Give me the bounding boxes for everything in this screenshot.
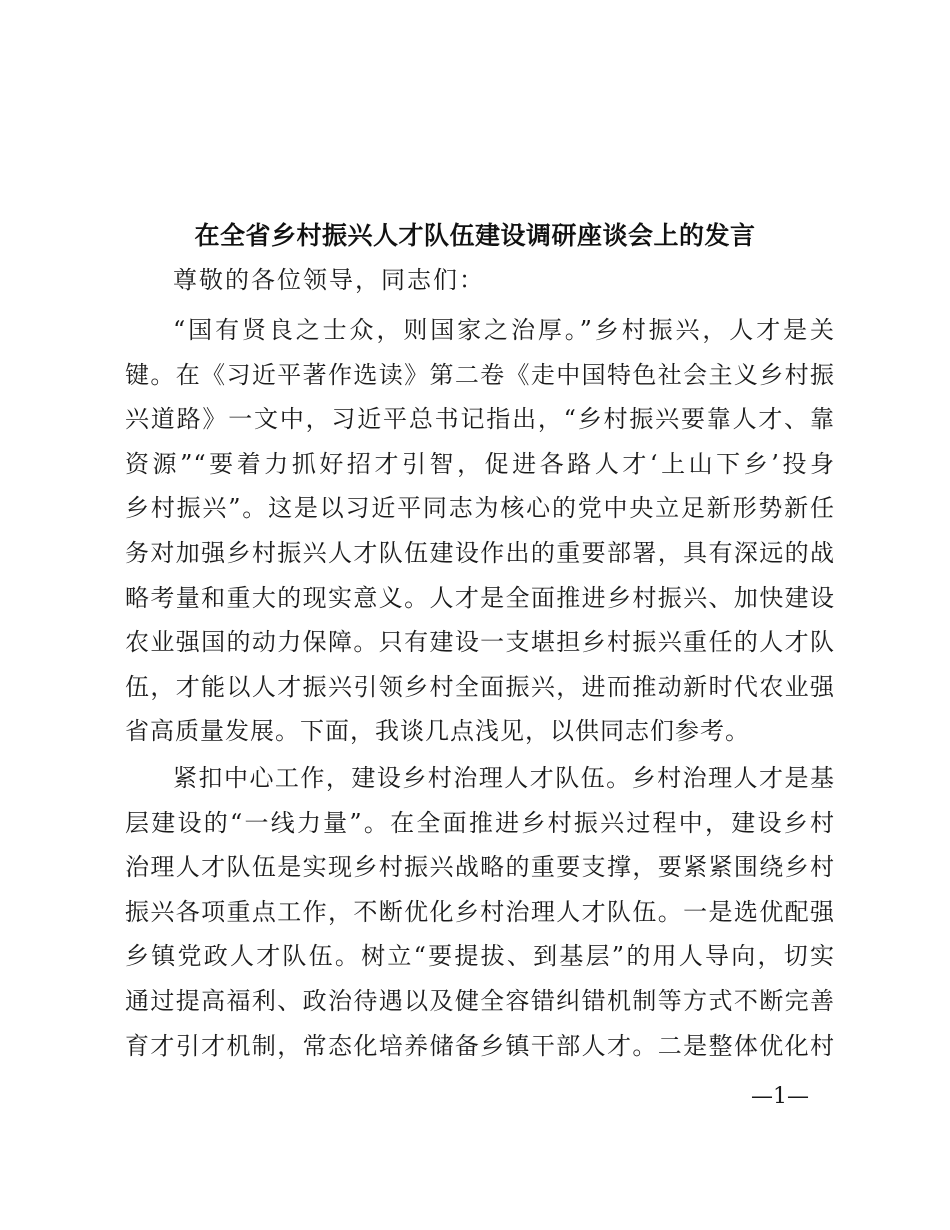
- paragraph-2: [125, 756, 835, 1068]
- paragraph-line: “国有贤良之士众，则国家之治厚。”乡村振兴，人才是关: [173, 316, 835, 344]
- paragraph-line: 振兴各项重点工作，不断优化乡村治理人才队伍。一是选优配强: [125, 897, 835, 926]
- paragraph-line: 略考量和重大的现实意义。人才是全面推进乡村振兴、加快建设: [125, 583, 835, 612]
- paragraph-line: 农业强国的动力保障。只有建设一支堪担乡村振兴重任的人才队: [125, 628, 835, 657]
- paragraph-line: 务对加强乡村振兴人才队伍建设作出的重要部署，具有深远的战: [125, 538, 835, 567]
- document-title: 在全省乡村振兴人才队伍建设调研座谈会上的发言: [194, 221, 756, 250]
- paragraph-line: 治理人才队伍是实现乡村振兴战略的重要支撑，要紧紧围绕乡村: [125, 853, 835, 882]
- paragraph-line: 紧扣中心工作，建设乡村治理人才队伍。乡村治理人才是基: [173, 764, 835, 792]
- paragraph-line: 伍，才能以人才振兴引领乡村全面振兴，进而推动新时代农业强: [125, 672, 835, 701]
- paragraph-line: 乡镇党政人才队伍。树立“要提拔、到基层”的用人导向，切实: [125, 942, 835, 971]
- greeting-line: 尊敬的各位领导，同志们：: [173, 266, 485, 294]
- paragraph-line: 省高质量发展。下面，我谈几点浅见，以供同志们参考。: [125, 717, 750, 746]
- paragraph-1: [125, 308, 835, 754]
- paragraph-line: 层建设的“一线力量”。在全面推进乡村振兴过程中，建设乡村: [125, 808, 835, 837]
- paragraph-line: 资源”“要着力抓好招才引智，促进各路人才‘上山下乡’投身: [125, 449, 835, 478]
- paragraph-line: 键。在《习近平著作选读》第二卷《走中国特色社会主义乡村振: [125, 360, 835, 389]
- paragraph-line: 乡村振兴”。这是以习近平同志为核心的党中央立足新形势新任: [125, 494, 835, 523]
- paragraph-line: 通过提高福利、政治待遇以及健全容错纠错机制等方式不断完善: [125, 986, 835, 1015]
- page-number: —1—: [751, 1084, 809, 1109]
- paragraph-line: 育才引才机制，常态化培养储备乡镇干部人才。二是整体优化村: [125, 1031, 835, 1060]
- paragraph-line: 兴道路》一文中，习近平总书记指出，“乡村振兴要靠人才、靠: [125, 405, 835, 434]
